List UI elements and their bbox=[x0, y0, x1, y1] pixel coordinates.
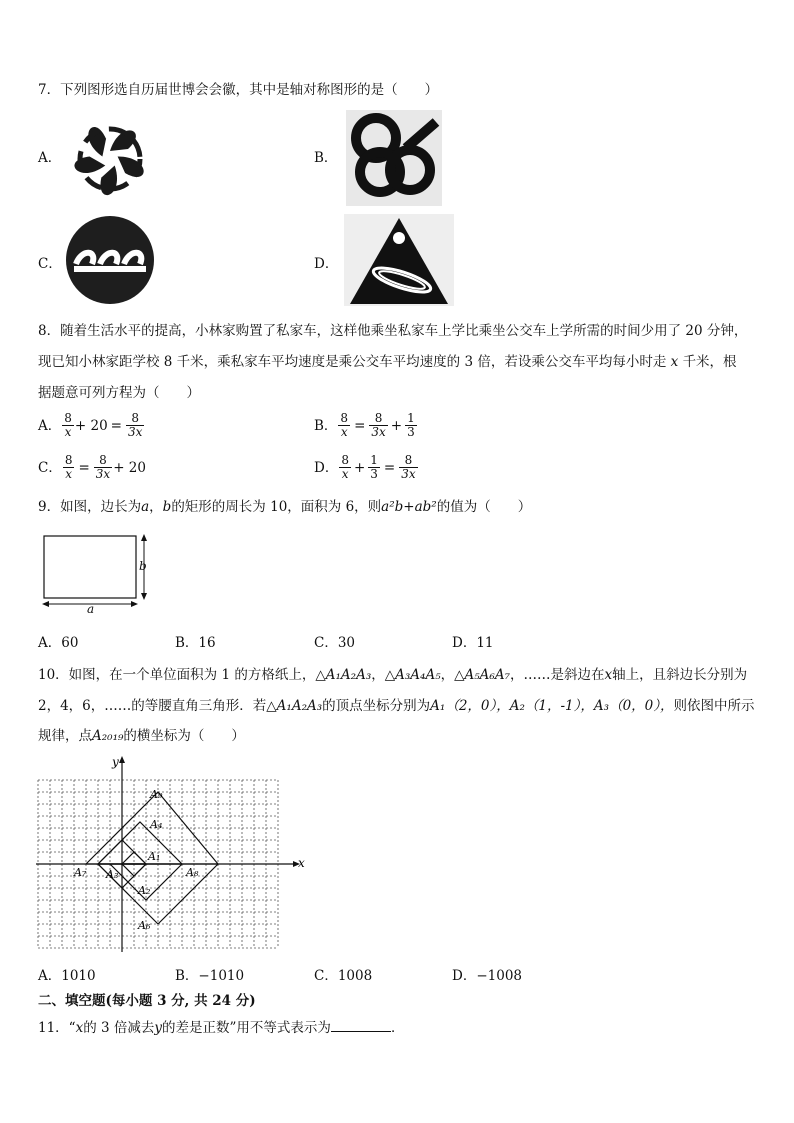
q8-stem-line2-text: 现已知小林家距学校 8 千米，乘私家车平均速度是乘公交车平均速度的 3 倍，若设乘公交车平均每小时走 bbox=[38, 354, 667, 370]
plus-sign: + bbox=[390, 417, 403, 434]
fraction bbox=[339, 454, 351, 481]
numerator: 8 bbox=[369, 412, 387, 426]
q7-option-d-label: D． bbox=[314, 256, 339, 272]
q8-stem-line1: 8．随着生活水平的提高，小林家购置了私家车，这样他乘坐私家车上学比乘坐公交车上学所需的时间少用了 20 分钟， bbox=[38, 323, 748, 339]
fraction bbox=[63, 454, 75, 481]
q10-stem-line2 bbox=[38, 696, 755, 716]
q9-option-c: C．30 bbox=[314, 635, 356, 651]
label-a2: A₂ bbox=[138, 884, 151, 897]
numerator: 8 bbox=[341, 453, 349, 467]
q9-option-d: D．11 bbox=[452, 635, 494, 651]
q10-stem-text: 的横坐标为（ ） bbox=[123, 728, 245, 744]
denominator: 3 bbox=[407, 425, 415, 439]
triangle-3: △A₅A₆A₇ bbox=[454, 667, 510, 683]
numerator: 1 bbox=[370, 453, 378, 467]
period: ． bbox=[390, 1020, 405, 1036]
q11-stem bbox=[38, 1018, 404, 1038]
q9-stem bbox=[38, 497, 531, 517]
q10-stem-text: 的顶点坐标分别为 bbox=[322, 698, 431, 714]
equals-sign: = bbox=[78, 459, 90, 476]
q8-option-b bbox=[314, 412, 418, 439]
x-axis-label: x bbox=[298, 856, 305, 870]
denominator: 3x bbox=[127, 425, 143, 439]
q11-stem-text: 的 3 倍减去 bbox=[83, 1020, 155, 1036]
denominator: x bbox=[64, 425, 72, 439]
fraction bbox=[368, 454, 380, 481]
q10-stem-text: 则依图中所示 bbox=[673, 698, 755, 714]
q7-option-b-label: B． bbox=[314, 150, 338, 166]
q9-stem-text: 的值为（ ） bbox=[436, 499, 532, 515]
numerator: 1 bbox=[407, 411, 415, 425]
q10-option-d: D．−1008 bbox=[452, 968, 522, 984]
rectangle-figure bbox=[36, 528, 160, 620]
denominator: 3 bbox=[370, 467, 378, 481]
point-a3: A₃（0，0）， bbox=[593, 698, 674, 714]
q7-option-c-label: C． bbox=[38, 256, 62, 272]
fraction bbox=[399, 454, 417, 481]
q10-stem-text: ，……是斜边在 bbox=[509, 667, 605, 683]
q9-stem-text: 9．如图，边长为 bbox=[38, 499, 142, 515]
q10-stem-text: 2，4，6，……的等腰直角三角形．若 bbox=[38, 698, 267, 714]
fraction bbox=[62, 412, 74, 439]
expression: a²b+ab² bbox=[381, 499, 437, 515]
denominator: x bbox=[340, 425, 348, 439]
variable-b: b bbox=[162, 499, 172, 515]
label-a: a bbox=[87, 602, 95, 616]
separator: ， bbox=[371, 667, 385, 683]
rings-emblem-icon bbox=[346, 110, 442, 206]
denominator: x bbox=[65, 467, 73, 481]
triangle-1: △A₁A₂A₃ bbox=[315, 667, 372, 683]
q10-stem-text: 轴上，且斜边长分别为 bbox=[612, 667, 748, 683]
q9-stem-text: 的矩形的周长为 10，面积为 6，则 bbox=[171, 499, 382, 515]
y-axis-label: y bbox=[112, 755, 119, 769]
fraction bbox=[338, 412, 350, 439]
q9-option-b: B．16 bbox=[175, 635, 216, 651]
plus-twenty: + 20 bbox=[74, 417, 108, 434]
numerator: 8 bbox=[399, 454, 417, 468]
q8-option-b-label: B． bbox=[314, 417, 338, 434]
q8-stem-line3: 据题意可列方程为（ ） bbox=[38, 385, 200, 401]
plus-twenty: + 20 bbox=[113, 459, 146, 476]
variable-x: x bbox=[604, 667, 613, 683]
variable-a: a bbox=[141, 499, 150, 515]
q10-stem-line1 bbox=[38, 665, 747, 685]
label-b: b bbox=[139, 559, 147, 573]
q7-stem: 7．下列图形选自历届世博会会徽，其中是轴对称图形的是（ ） bbox=[38, 82, 439, 98]
q8-stem-line2-end: 千米，根 bbox=[682, 354, 737, 370]
coordinate-grid-figure bbox=[34, 754, 310, 954]
triangle-emblem-icon bbox=[344, 214, 454, 306]
q11-stem-text: 11．“ bbox=[38, 1020, 76, 1036]
q9-option-a: A．60 bbox=[38, 635, 79, 651]
triangle-1: △A₁A₂A₃ bbox=[266, 698, 323, 714]
q10-stem-line3 bbox=[38, 726, 245, 746]
plus-sign: + bbox=[353, 459, 366, 476]
numerator: 8 bbox=[126, 412, 144, 426]
denominator: 3x bbox=[401, 467, 416, 481]
q8-option-d-label: D． bbox=[314, 459, 339, 476]
triangle-2: △A₃A₄A₅ bbox=[384, 667, 441, 683]
equals-sign: = bbox=[383, 459, 396, 476]
section-title: 二、填空题(每小题 3 分, 共 24 分) bbox=[38, 993, 256, 1009]
fraction bbox=[94, 454, 112, 481]
numerator: 8 bbox=[64, 411, 72, 425]
denominator: 3x bbox=[95, 467, 111, 481]
point-a1: A₁（2，0）， bbox=[430, 698, 510, 714]
fraction bbox=[369, 412, 387, 439]
q10-option-a: A．1010 bbox=[38, 968, 96, 984]
label-a1: A₁ bbox=[148, 850, 161, 863]
q7-option-a-label: A． bbox=[38, 150, 62, 166]
variable-y: y bbox=[154, 1020, 163, 1036]
point-a2019: A₂₀₁₉ bbox=[92, 728, 124, 744]
q10-stem-text: 10．如图，在一个单位面积为 1 的方格纸上， bbox=[38, 667, 316, 683]
q8-option-a-label: A． bbox=[38, 417, 62, 434]
label-a8: A₈ bbox=[186, 866, 199, 879]
q10-option-b: B．−1010 bbox=[175, 968, 245, 984]
q8-option-c-label: C． bbox=[38, 459, 62, 476]
label-a9: A₉ bbox=[150, 788, 163, 801]
fraction bbox=[405, 412, 417, 439]
separator: ， bbox=[440, 667, 455, 683]
comma: ， bbox=[149, 499, 163, 515]
point-a2: A₂（1，-1）， bbox=[509, 698, 594, 714]
equals-sign: = bbox=[110, 417, 122, 434]
numerator: 8 bbox=[94, 454, 112, 468]
label-a4: A₄ bbox=[150, 818, 163, 831]
q8-option-c bbox=[38, 454, 146, 481]
q10-option-c: C．1008 bbox=[314, 968, 373, 984]
label-a7: A₇ bbox=[74, 866, 87, 879]
fraction bbox=[126, 412, 144, 439]
y-axis-arrow bbox=[119, 756, 125, 763]
denominator: 3x bbox=[371, 425, 386, 439]
q8-variable-x: x bbox=[670, 354, 679, 370]
q8-stem-line2 bbox=[38, 352, 737, 372]
label-a3: A₃ bbox=[106, 868, 119, 881]
answer-blank[interactable] bbox=[331, 1019, 391, 1032]
q8-option-a bbox=[38, 412, 145, 439]
flower-emblem-icon bbox=[62, 113, 158, 205]
q8-option-d bbox=[314, 454, 419, 481]
q10-stem-text: 规律，点 bbox=[38, 728, 92, 744]
q11-stem-text: 的差是正数”用不等式表示为 bbox=[162, 1020, 331, 1036]
equals-sign: = bbox=[354, 417, 366, 434]
label-a6: A₆ bbox=[138, 919, 151, 932]
numerator: 8 bbox=[340, 411, 349, 425]
wave-emblem-icon bbox=[62, 214, 158, 306]
denominator: x bbox=[341, 467, 349, 481]
numerator: 8 bbox=[64, 453, 73, 467]
variable-x: x bbox=[75, 1020, 84, 1036]
